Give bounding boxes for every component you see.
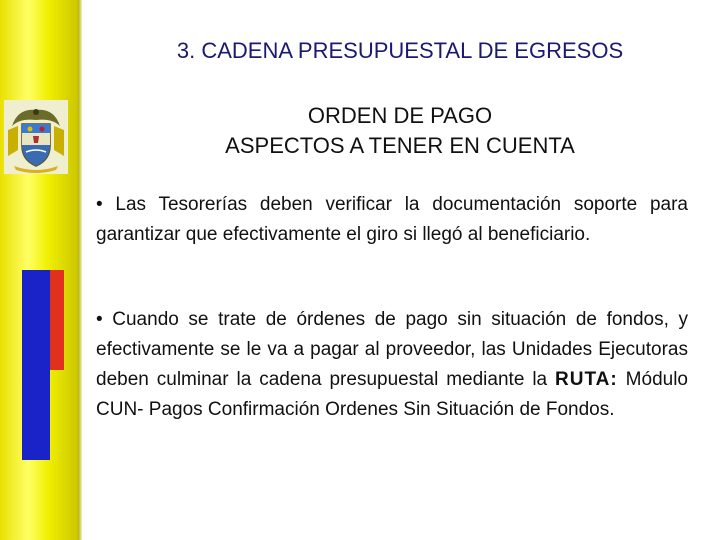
bullet-point-2	[96, 305, 688, 425]
route-label: RUTA:	[555, 369, 618, 390]
bullet-marker: •	[96, 309, 103, 330]
bullet-point-1	[96, 190, 688, 250]
bullet-2-route-text: Módulo CUN- Pagos Confirmación Ordenes Sin Situación de Fondos.	[96, 369, 688, 420]
bullet-1-text: Las Tesorerías deben verificar la documentación soporte para garantizar que efectivamente el giro si llegó al beneficiario.	[96, 194, 688, 245]
subtitle-line-1: ORDEN DE PAGO	[307, 103, 493, 128]
bullet-2-text: Cuando se trate de órdenes de pago sin situación de fondos, y efectivamente se le va a pagar al proveedor, las Unidades Ejecutoras deben culminar la cadena presupuestal mediante la	[96, 309, 689, 390]
slide-subtitle	[100, 101, 700, 161]
bullet-marker: •	[96, 194, 103, 215]
coat-of-arms-icon	[4, 100, 68, 174]
flag-blue-stripe	[22, 270, 50, 460]
slide-title: 3. CADENA PRESUPUESTAL DE EGRESOS	[176, 38, 624, 63]
flag-red-stripe	[50, 270, 64, 370]
subtitle-line-2: ASPECTOS A TENER EN CUENTA	[225, 133, 575, 158]
sidebar-edge-shadow	[78, 0, 82, 540]
